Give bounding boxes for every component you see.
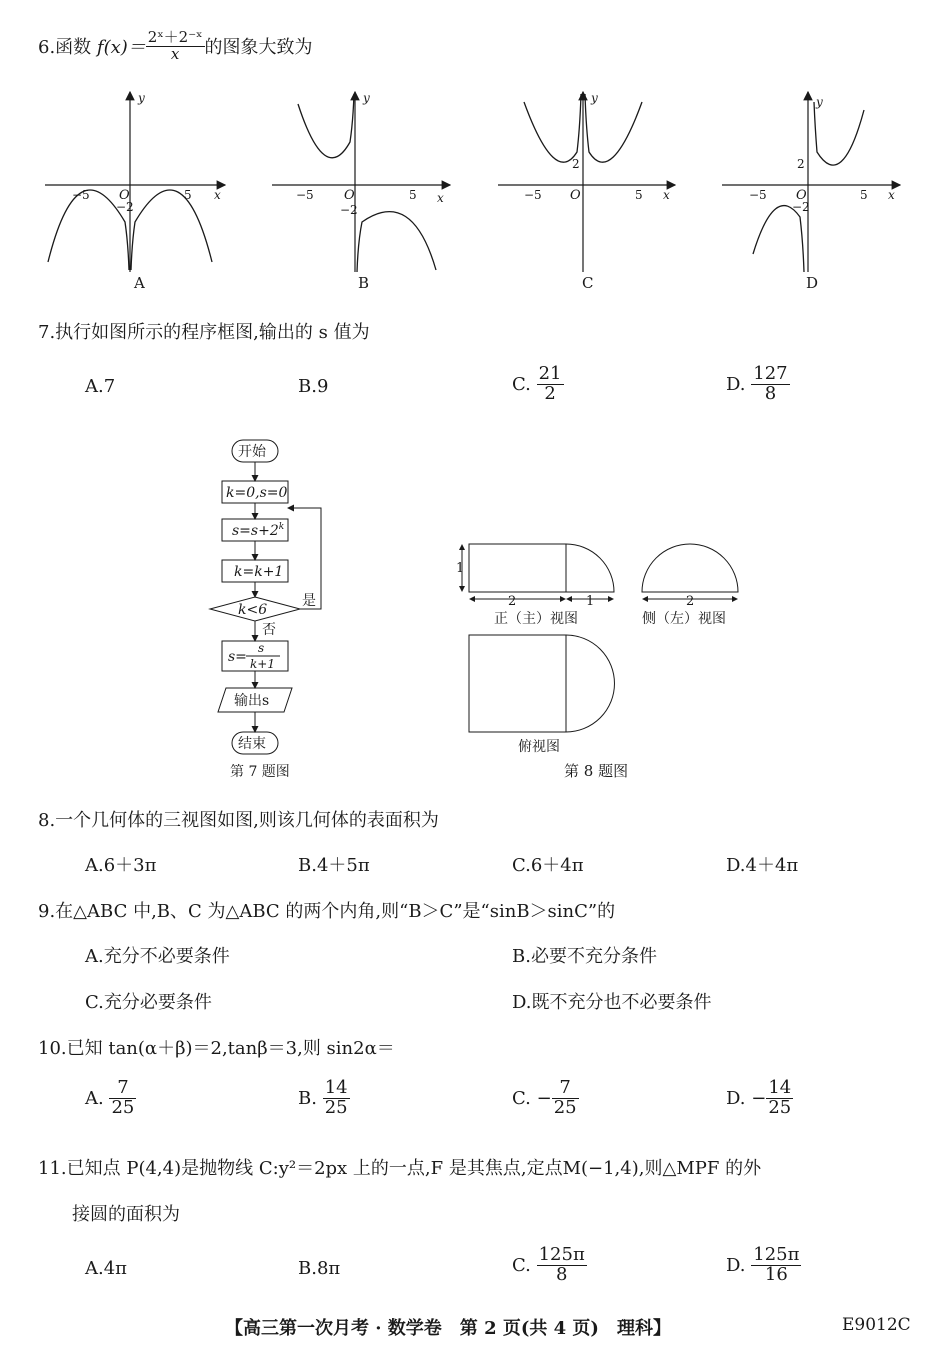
graph-c-left-branch	[524, 94, 581, 162]
graph-b-right-branch	[357, 212, 436, 272]
question-6-stem	[38, 24, 313, 68]
top-view	[469, 635, 614, 755]
graph-d-right-branch	[814, 102, 864, 165]
graph-d	[722, 92, 900, 292]
graph-c	[498, 91, 675, 292]
graph-b	[272, 91, 450, 292]
flow-no: 否	[262, 622, 276, 638]
graph-c-tick-pos: 5	[635, 188, 643, 202]
page-footer: 【高三第一次月考 · 数学卷 第 2 页(共 4 页) 理科】	[225, 1318, 671, 1339]
graph-d-left-branch	[753, 206, 804, 272]
q6-denominator: x	[170, 44, 180, 63]
graph-a-origin: O	[119, 188, 130, 203]
graph-b-x-label: x	[437, 191, 444, 205]
q10-option-a: A. $\frac{7}{25}$	[85, 1077, 135, 1118]
q7-option-a: A.7	[85, 376, 116, 397]
front-view	[456, 544, 614, 627]
graph-c-marker: 2	[572, 157, 580, 171]
flowchart-caption: 第 7 题图	[230, 764, 290, 780]
question-11-stem-line1: 11.已知点 P(4,4)是抛物线 C:y²＝2px 上的一点,F 是其焦点,定点M(−1,4),则△MPF 的外	[38, 1158, 762, 1179]
q8-option-b: B.4＋5π	[298, 855, 370, 876]
graph-a-x-label: x	[214, 188, 221, 202]
flow-step2-text: k=k+1	[234, 564, 284, 580]
graph-c-tick-neg: −5	[524, 188, 542, 202]
graph-b-left-branch	[298, 94, 354, 158]
flow-end-text: 结束	[238, 736, 266, 752]
q11-option-a: A.4π	[85, 1258, 128, 1279]
graph-a-tick-neg: −5	[72, 188, 90, 202]
graph-a-marker: −2	[116, 200, 134, 214]
q6-suffix: 的图象大致为	[204, 37, 313, 58]
graph-d-marker-neg: −2	[792, 200, 810, 214]
graph-b-label: B	[358, 274, 370, 292]
three-views	[450, 535, 750, 785]
dim-width-main: 2	[508, 594, 517, 609]
flow-init-text: k=0,s=0	[226, 485, 288, 501]
q11-option-d: D. $\frac{125\pi}{16}$	[726, 1244, 800, 1285]
q9-option-a: A.充分不必要条件	[85, 946, 230, 967]
dim-side: 2	[686, 594, 695, 609]
question-7-stem: 7.执行如图所示的程序框图,输出的 s 值为	[38, 322, 370, 343]
graph-d-tick-neg: −5	[749, 188, 767, 202]
q10-option-c: C. − $\frac{7}{25}$	[512, 1077, 577, 1118]
q6-prefix: 6.函数	[38, 37, 92, 58]
q6-fraction	[146, 27, 205, 63]
question-8-stem: 8.一个几何体的三视图如图,则该几何体的表面积为	[38, 810, 439, 831]
graph-c-y-label: y	[591, 91, 598, 105]
graph-d-marker-pos: 2	[797, 157, 805, 171]
q11-option-b: B.8π	[298, 1258, 341, 1279]
graph-b-marker: −2	[340, 203, 358, 217]
q6-func: f(x)＝	[96, 37, 146, 58]
question-10-stem: 10.已知 tan(α＋β)＝2,tanβ＝3,则 sin2α＝	[38, 1038, 395, 1059]
graph-d-y-label: y	[816, 95, 823, 109]
q8-option-a: A.6＋3π	[85, 855, 157, 876]
graph-a-right-branch	[131, 190, 212, 270]
flow-final-lhs: s=	[228, 649, 247, 665]
dim-width-semi: 1	[586, 594, 595, 609]
q10-option-b: B. $\frac{14}{25}$	[298, 1077, 348, 1118]
q7-option-c: C. $\frac{21}{2}$	[512, 363, 562, 404]
graph-d-tick-pos: 5	[860, 188, 868, 202]
q11-option-c: C. $\frac{125\pi}{8}$	[512, 1244, 585, 1285]
q9-option-d: D.既不充分也不必要条件	[512, 992, 712, 1013]
dim-height: 1	[456, 561, 465, 576]
views-caption: 第 8 题图	[564, 762, 629, 780]
flow-start-text: 开始	[238, 444, 266, 460]
graph-a	[45, 91, 225, 292]
graph-b-origin: O	[344, 188, 355, 203]
graph-c-origin: O	[570, 188, 581, 203]
question-11-stem-line2: 接圆的面积为	[72, 1204, 180, 1225]
flowchart	[200, 435, 350, 785]
graph-c-label: C	[582, 274, 594, 292]
graph-c-x-label: x	[663, 188, 670, 202]
graph-b-tick-neg: −5	[296, 188, 314, 202]
q6-numerator: 2ˣ＋2⁻ˣ	[147, 27, 203, 46]
q9-option-c: C.充分必要条件	[85, 992, 212, 1013]
q6-graphs	[0, 82, 950, 297]
graph-d-label: D	[806, 274, 819, 292]
graph-a-y-label: y	[138, 91, 145, 105]
front-caption: 正（主）视图	[494, 611, 578, 627]
side-view	[642, 544, 738, 627]
q7-option-b: B.9	[298, 376, 329, 397]
top-caption: 俯视图	[518, 739, 560, 755]
question-9-stem: 9.在△ABC 中,B、C 为△ABC 的两个内角,则“B＞C”是“sinB＞sinC”的	[38, 901, 616, 922]
graph-d-origin: O	[796, 188, 807, 203]
q9-option-b: B.必要不充分条件	[512, 946, 657, 967]
flow-step1-text: $s=s+2^k$	[232, 522, 285, 539]
q8-option-c: C.6＋4π	[512, 855, 584, 876]
flow-condition-text: k<6	[238, 602, 268, 618]
flow-final-den: k+1	[250, 657, 275, 671]
flow-output-text: 输出s	[234, 693, 270, 709]
q10-option-d: D. − $\frac{14}{25}$	[726, 1077, 792, 1118]
side-caption: 侧（左）视图	[642, 611, 726, 627]
graph-b-tick-pos: 5	[409, 188, 417, 202]
paper-code: E9012C	[842, 1315, 911, 1335]
q8-option-d: D.4＋4π	[726, 855, 799, 876]
flow-final-num: s	[258, 641, 265, 655]
graph-a-label: A	[134, 274, 145, 292]
graph-b-y-label: y	[363, 91, 370, 105]
graph-a-tick-pos: 5	[184, 188, 192, 202]
graph-d-x-label: x	[888, 188, 895, 202]
q7-option-d: D. $\frac{127}{8}$	[726, 363, 788, 404]
flow-yes: 是	[302, 593, 316, 609]
